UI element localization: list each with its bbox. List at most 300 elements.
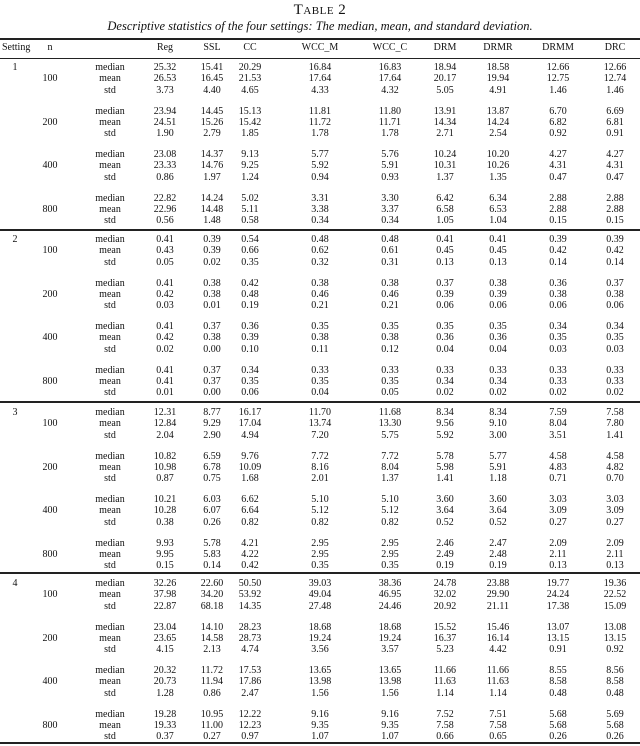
value-cell: 0.46 (311, 288, 329, 300)
value-cell: 1.78 (311, 128, 329, 140)
value-cell: 38.36 (378, 578, 402, 589)
value-cell: 0.37 (156, 731, 174, 743)
value-cell: 0.37 (203, 375, 221, 387)
value-cell: 3.09 (549, 505, 567, 517)
setting-separator-rule (0, 401, 640, 403)
value-cell: 37.98 (153, 589, 177, 601)
value-cell: 9.93 (156, 537, 174, 549)
n-label: 100 (42, 245, 58, 257)
table-row (0, 172, 640, 184)
table-row (0, 278, 640, 290)
value-cell: 5.69 (606, 708, 624, 720)
value-cell: 4.27 (549, 149, 567, 160)
stat-label: median (95, 321, 125, 332)
value-cell: 1.46 (606, 84, 624, 96)
value-cell: 13.65 (378, 665, 402, 676)
value-cell: 8.55 (549, 665, 567, 676)
value-cell: 28.73 (238, 632, 262, 644)
value-cell: 0.48 (381, 234, 399, 245)
stat-label: median (95, 621, 125, 633)
value-cell: 4.32 (381, 84, 399, 96)
value-cell: 5.68 (606, 719, 624, 731)
stat-label: mean (99, 505, 121, 517)
table-row (0, 204, 640, 216)
value-cell: 2.90 (203, 429, 221, 441)
value-cell: 2.47 (489, 537, 507, 549)
value-cell: 0.42 (156, 288, 174, 300)
stat-label: mean (99, 719, 121, 731)
value-cell: 13.15 (546, 632, 570, 644)
column-header-ssl: SSL (203, 42, 221, 53)
value-cell: 1.56 (311, 687, 329, 699)
value-cell: 16.14 (486, 632, 510, 644)
value-cell: 0.35 (241, 375, 259, 387)
value-cell: 6.62 (241, 494, 259, 505)
value-cell: 0.19 (489, 560, 507, 572)
value-cell: 0.41 (156, 234, 174, 245)
value-cell: 19.24 (378, 632, 402, 644)
value-cell: 11.80 (378, 105, 402, 117)
value-cell: 13.98 (308, 676, 332, 688)
value-cell: 2.79 (203, 128, 221, 140)
value-cell: 0.37 (203, 321, 221, 332)
value-cell: 9.35 (311, 719, 329, 731)
value-cell: 0.33 (606, 375, 624, 387)
value-cell: 0.03 (549, 343, 567, 355)
value-cell: 3.09 (606, 505, 624, 517)
value-cell: 0.05 (381, 387, 399, 399)
table-row (0, 418, 640, 430)
value-cell: 24.24 (546, 589, 570, 601)
stat-label: std (104, 387, 116, 399)
n-label: 200 (42, 116, 58, 128)
value-cell: 11.72 (308, 116, 332, 128)
value-cell: 9.10 (489, 418, 507, 430)
value-cell: 0.15 (156, 560, 174, 572)
stat-label: median (95, 494, 125, 505)
value-cell: 0.82 (311, 516, 329, 528)
value-cell: 0.14 (549, 256, 567, 268)
value-cell: 8.34 (436, 407, 454, 418)
table-row (0, 589, 640, 601)
value-cell: 15.41 (200, 62, 224, 73)
value-cell: 5.05 (436, 84, 454, 96)
value-cell: 7.52 (436, 708, 454, 720)
stat-label: median (95, 407, 125, 418)
stat-label: std (104, 516, 116, 528)
value-cell: 16.37 (433, 632, 457, 644)
value-cell: 2.54 (489, 128, 507, 140)
value-cell: 0.02 (606, 387, 624, 399)
stat-label: mean (99, 288, 121, 300)
value-cell: 0.33 (489, 364, 507, 376)
value-cell: 19.33 (153, 719, 177, 731)
value-cell: 12.74 (603, 73, 627, 85)
value-cell: 12.31 (153, 407, 177, 418)
value-cell: 0.19 (436, 560, 454, 572)
setting-label: 2 (12, 234, 18, 245)
n-label: 400 (42, 332, 58, 344)
value-cell: 13.87 (486, 105, 510, 117)
table-row (0, 193, 640, 205)
value-cell: 0.04 (436, 343, 454, 355)
value-cell: 0.13 (549, 560, 567, 572)
value-cell: 0.35 (381, 321, 399, 332)
value-cell: 8.16 (311, 461, 329, 473)
table-row (0, 215, 640, 227)
value-cell: 0.38 (489, 277, 507, 289)
table-header (0, 42, 640, 54)
value-cell: 7.51 (489, 708, 507, 720)
value-cell: 2.95 (381, 537, 399, 549)
value-cell: 19.36 (603, 578, 627, 589)
value-cell: 5.98 (436, 461, 454, 473)
value-cell: 0.41 (489, 234, 507, 245)
value-cell: 11.70 (308, 407, 332, 418)
table-title: Table 2 (293, 2, 347, 18)
value-cell: 0.94 (311, 171, 329, 183)
value-cell: 15.52 (433, 621, 457, 633)
table-row (0, 332, 640, 344)
table-row (0, 601, 640, 613)
stat-label: mean (99, 116, 121, 128)
table-row (0, 709, 640, 721)
column-header-wcc-c: WCC_C (372, 42, 408, 53)
value-cell: 1.04 (489, 215, 507, 227)
value-cell: 0.41 (156, 364, 174, 376)
value-cell: 5.92 (311, 160, 329, 172)
value-cell: 0.37 (436, 277, 454, 289)
value-cell: 0.92 (549, 128, 567, 140)
value-cell: 0.05 (156, 256, 174, 268)
stat-label: mean (99, 418, 121, 430)
value-cell: 5.91 (381, 160, 399, 172)
value-cell: 7.58 (606, 407, 624, 418)
value-cell: 0.97 (241, 731, 259, 743)
value-cell: 0.01 (203, 300, 221, 312)
stat-label: std (104, 429, 116, 441)
value-cell: 0.02 (489, 387, 507, 399)
value-cell: 3.37 (381, 203, 399, 215)
value-cell: 0.41 (156, 277, 174, 289)
value-cell: 0.61 (381, 245, 399, 257)
setting-label: 3 (12, 407, 18, 418)
value-cell: 4.58 (549, 450, 567, 462)
value-cell: 0.66 (241, 245, 259, 257)
value-cell: 6.58 (436, 203, 454, 215)
value-cell: 7.58 (489, 719, 507, 731)
table-row (0, 257, 640, 269)
value-cell: 13.15 (603, 632, 627, 644)
value-cell: 0.33 (549, 375, 567, 387)
value-cell: 4.22 (241, 548, 259, 560)
table-row (0, 106, 640, 118)
value-cell: 1.85 (241, 128, 259, 140)
value-cell: 10.82 (153, 450, 177, 462)
value-cell: 0.36 (549, 277, 567, 289)
value-cell: 24.51 (153, 116, 177, 128)
value-cell: 10.24 (433, 149, 457, 160)
value-cell: 1.14 (436, 687, 454, 699)
value-cell: 0.82 (381, 516, 399, 528)
value-cell: 2.09 (549, 537, 567, 549)
value-cell: 0.15 (549, 215, 567, 227)
value-cell: 24.78 (433, 578, 457, 589)
table-row (0, 560, 640, 572)
n-label: 800 (42, 375, 58, 387)
value-cell: 4.42 (489, 644, 507, 656)
stat-label: std (104, 300, 116, 312)
value-cell: 2.88 (549, 203, 567, 215)
stat-label: mean (99, 73, 121, 85)
value-cell: 2.95 (311, 548, 329, 560)
value-cell: 14.76 (200, 160, 224, 172)
value-cell: 28.23 (238, 621, 262, 633)
value-cell: 17.53 (238, 665, 262, 676)
value-cell: 6.07 (203, 505, 221, 517)
stat-label: median (95, 708, 125, 720)
value-cell: 6.03 (203, 494, 221, 505)
table-row (0, 387, 640, 399)
value-cell: 0.34 (549, 321, 567, 332)
value-cell: 1.46 (549, 84, 567, 96)
value-cell: 15.26 (200, 116, 224, 128)
value-cell: 5.02 (241, 192, 259, 204)
value-cell: 11.66 (433, 665, 457, 676)
value-cell: 4.58 (606, 450, 624, 462)
value-cell: 3.64 (489, 505, 507, 517)
value-cell: 5.77 (489, 450, 507, 462)
value-cell: 0.35 (311, 560, 329, 572)
value-cell: 6.81 (606, 116, 624, 128)
value-cell: 46.95 (378, 589, 402, 601)
bottom-rule (0, 742, 640, 744)
value-cell: 0.03 (606, 343, 624, 355)
value-cell: 3.60 (489, 494, 507, 505)
value-cell: 11.71 (378, 116, 402, 128)
value-cell: 1.97 (203, 171, 221, 183)
value-cell: 12.23 (238, 719, 262, 731)
value-cell: 0.41 (156, 321, 174, 332)
table-row (0, 344, 640, 356)
value-cell: 0.38 (311, 332, 329, 344)
value-cell: 2.95 (311, 537, 329, 549)
value-cell: 0.00 (203, 343, 221, 355)
value-cell: 4.27 (606, 149, 624, 160)
value-cell: 0.33 (381, 364, 399, 376)
value-cell: 17.38 (546, 600, 570, 612)
value-cell: 0.87 (156, 473, 174, 485)
value-cell: 0.38 (311, 277, 329, 289)
stat-label: median (95, 364, 125, 376)
value-cell: 11.68 (378, 407, 402, 418)
value-cell: 0.26 (203, 516, 221, 528)
table-row (0, 720, 640, 732)
value-cell: 9.29 (203, 418, 221, 430)
value-cell: 6.34 (489, 192, 507, 204)
value-cell: 8.58 (549, 676, 567, 688)
value-cell: 0.04 (311, 387, 329, 399)
stat-label: std (104, 343, 116, 355)
value-cell: 0.39 (241, 332, 259, 344)
value-cell: 0.13 (489, 256, 507, 268)
value-cell: 20.29 (238, 62, 262, 73)
value-cell: 5.68 (549, 708, 567, 720)
n-label: 400 (42, 676, 58, 688)
value-cell: 0.38 (606, 288, 624, 300)
value-cell: 0.35 (489, 321, 507, 332)
value-cell: 22.52 (603, 589, 627, 601)
value-cell: 0.27 (606, 516, 624, 528)
value-cell: 19.24 (308, 632, 332, 644)
table-row (0, 644, 640, 656)
value-cell: 12.84 (153, 418, 177, 430)
table-row (0, 245, 640, 257)
value-cell: 10.31 (433, 160, 457, 172)
value-cell: 0.38 (203, 332, 221, 344)
value-cell: 0.34 (381, 215, 399, 227)
value-cell: 2.46 (436, 537, 454, 549)
stat-label: std (104, 473, 116, 485)
column-header-drmr: DRMR (483, 42, 513, 53)
value-cell: 20.92 (433, 600, 457, 612)
value-cell: 2.11 (549, 548, 567, 560)
value-cell: 3.64 (436, 505, 454, 517)
value-cell: 6.82 (549, 116, 567, 128)
stat-label: std (104, 687, 116, 699)
value-cell: 0.14 (606, 256, 624, 268)
value-cell: 22.82 (153, 192, 177, 204)
value-cell: 0.37 (606, 277, 624, 289)
table-row (0, 300, 640, 312)
value-cell: 4.94 (241, 429, 259, 441)
value-cell: 6.70 (549, 105, 567, 117)
value-cell: 50.50 (238, 578, 262, 589)
value-cell: 0.45 (489, 245, 507, 257)
stat-label: std (104, 215, 116, 227)
value-cell: 1.37 (436, 171, 454, 183)
value-cell: 3.03 (549, 494, 567, 505)
value-cell: 2.48 (489, 548, 507, 560)
stat-label: median (95, 450, 125, 462)
value-cell: 0.34 (489, 375, 507, 387)
stat-label: median (95, 149, 125, 160)
value-cell: 3.31 (311, 192, 329, 204)
value-cell: 9.35 (381, 719, 399, 731)
value-cell: 0.42 (241, 277, 259, 289)
value-cell: 8.77 (203, 407, 221, 418)
table-row (0, 128, 640, 140)
value-cell: 2.88 (606, 192, 624, 204)
n-label: 100 (42, 73, 58, 85)
table-row (0, 451, 640, 463)
stat-label: mean (99, 203, 121, 215)
value-cell: 9.13 (241, 149, 259, 160)
value-cell: 0.34 (606, 321, 624, 332)
value-cell: 68.18 (200, 600, 224, 612)
value-cell: 23.94 (153, 105, 177, 117)
value-cell: 2.09 (606, 537, 624, 549)
value-cell: 23.08 (153, 149, 177, 160)
value-cell: 9.16 (311, 708, 329, 720)
value-cell: 0.41 (436, 234, 454, 245)
stat-label: std (104, 560, 116, 572)
value-cell: 1.37 (381, 473, 399, 485)
value-cell: 11.63 (486, 676, 510, 688)
table-row (0, 676, 640, 688)
value-cell: 0.19 (241, 300, 259, 312)
value-cell: 5.10 (381, 494, 399, 505)
value-cell: 14.10 (200, 621, 224, 633)
stat-label: mean (99, 245, 121, 257)
value-cell: 11.94 (200, 676, 224, 688)
value-cell: 0.37 (203, 364, 221, 376)
table-row (0, 160, 640, 172)
value-cell: 0.56 (156, 215, 174, 227)
value-cell: 18.94 (433, 62, 457, 73)
n-label: 400 (42, 505, 58, 517)
value-cell: 39.03 (308, 578, 332, 589)
value-cell: 2.95 (381, 548, 399, 560)
value-cell: 6.42 (436, 192, 454, 204)
value-cell: 22.96 (153, 203, 177, 215)
value-cell: 13.98 (378, 676, 402, 688)
value-cell: 0.54 (241, 234, 259, 245)
table-row (0, 73, 640, 85)
value-cell: 0.06 (241, 387, 259, 399)
value-cell: 17.64 (308, 73, 332, 85)
table-row (0, 462, 640, 474)
value-cell: 11.63 (433, 676, 457, 688)
value-cell: 0.82 (241, 516, 259, 528)
value-cell: 1.41 (606, 429, 624, 441)
table-row (0, 688, 640, 700)
value-cell: 0.70 (606, 473, 624, 485)
value-cell: 5.92 (436, 429, 454, 441)
value-cell: 0.02 (203, 256, 221, 268)
value-cell: 1.41 (436, 473, 454, 485)
value-cell: 0.92 (606, 644, 624, 656)
value-cell: 0.31 (381, 256, 399, 268)
value-cell: 5.75 (381, 429, 399, 441)
n-label: 800 (42, 719, 58, 731)
value-cell: 0.48 (606, 687, 624, 699)
value-cell: 0.93 (381, 171, 399, 183)
value-cell: 0.38 (203, 288, 221, 300)
stat-label: mean (99, 160, 121, 172)
stat-label: std (104, 171, 116, 183)
value-cell: 16.45 (200, 73, 224, 85)
stat-label: mean (99, 332, 121, 344)
value-cell: 53.92 (238, 589, 262, 601)
value-cell: 0.14 (203, 560, 221, 572)
value-cell: 0.41 (156, 375, 174, 387)
value-cell: 0.06 (489, 300, 507, 312)
value-cell: 3.56 (311, 644, 329, 656)
value-cell: 0.32 (311, 256, 329, 268)
value-cell: 0.46 (381, 288, 399, 300)
value-cell: 8.04 (549, 418, 567, 430)
stat-label: std (104, 128, 116, 140)
value-cell: 0.39 (489, 288, 507, 300)
value-cell: 4.91 (489, 84, 507, 96)
value-cell: 5.76 (381, 149, 399, 160)
value-cell: 7.59 (549, 407, 567, 418)
value-cell: 26.53 (153, 73, 177, 85)
value-cell: 2.04 (156, 429, 174, 441)
header-setting: Setting (2, 42, 31, 53)
value-cell: 10.21 (153, 494, 177, 505)
